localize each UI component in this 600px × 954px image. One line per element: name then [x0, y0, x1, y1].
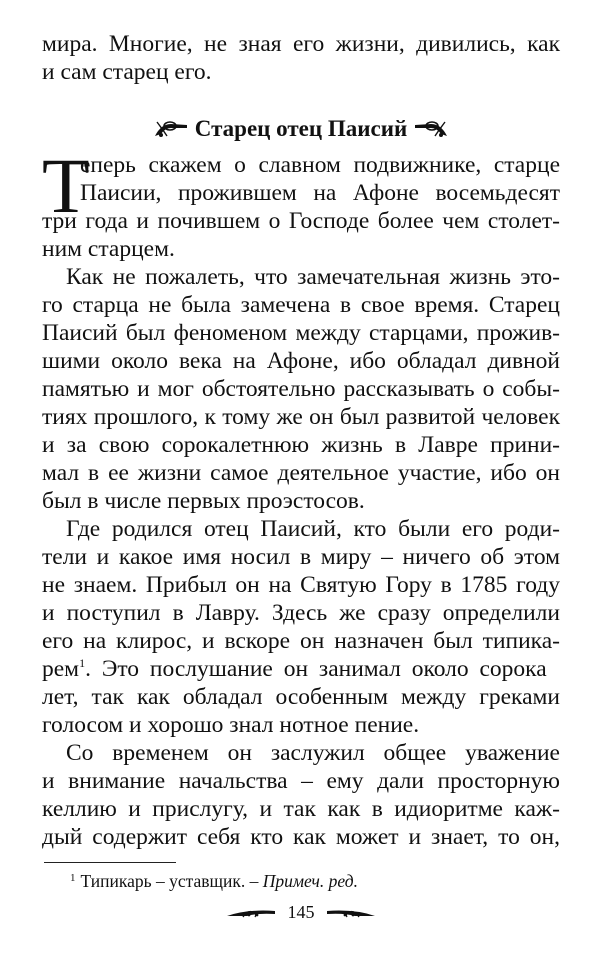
text-line: еперь скажем о славном подвижнике, старце — [80, 152, 560, 178]
text-line: тели и какое имя носил в миру – ничего об этом — [42, 544, 560, 570]
page-footer — [42, 900, 560, 926]
text-line: Со временем он заслужил общее уважение — [66, 740, 560, 766]
footnote-reference[interactable]: 1 — [79, 656, 86, 670]
text-line: и поступил в Лавру. Здесь же сразу определили — [42, 600, 560, 626]
text-line: Паисий был феноменом между старцами, прожив- — [42, 320, 560, 346]
text-line: и сам старец его. — [42, 59, 212, 85]
scroll-left-icon — [227, 902, 277, 926]
fleuron-left-icon — [153, 115, 189, 147]
footnote-italic: Примеч. ред. — [262, 871, 358, 891]
text-line: лет, так как обладал особенным между греками — [42, 684, 560, 710]
section-heading — [42, 113, 560, 147]
drop-cap: Т — [42, 142, 90, 229]
text-line: не знаем. Прибыл он на Святую Гору в 1785 году — [42, 572, 560, 598]
footnote-number: 1 — [70, 872, 76, 884]
text-line: шими около века на Афоне, ибо обладал дивной — [42, 348, 560, 374]
text-line: мал в ее жизни самое деятельное участие, ибо он — [42, 460, 560, 486]
text-line: келлию и прислугу, и так как в идиоритме каж- — [42, 796, 560, 822]
text-line: был в числе первых проэстосов. — [42, 488, 365, 514]
scroll-right-icon — [325, 902, 375, 926]
text-line: голосом и хорошо знал нотное пение. — [42, 712, 420, 738]
fleuron-right-icon — [413, 115, 449, 147]
footnote-text: Типикарь – уставщик. – — [80, 871, 263, 891]
text-line: ним старцем. — [42, 236, 175, 262]
text-line: и внимание начальства – ему дали просторную — [42, 768, 560, 794]
text-line: и за свою сорокалетнюю жизнь в Лавре прини- — [42, 432, 560, 458]
text-line: его на клирос, и вскоре он назначен был типика- — [42, 628, 560, 654]
text-line: го старца не была замечена в свое время. Старец — [42, 292, 560, 318]
text-line: Где родился отец Паисий, кто были его роди- — [66, 516, 560, 542]
text-line: дый содержит себя кто как может и знает, то он, — [42, 824, 560, 850]
text-line: Паисии, прожившем на Афоне восемьдесят — [80, 180, 560, 206]
footnote — [70, 866, 358, 893]
page-number: 145 — [287, 902, 315, 922]
text-line — [42, 655, 560, 683]
text-fragment: . Это послушание он занимал около сорока — [85, 656, 547, 682]
footnote-divider — [44, 862, 176, 863]
section-title: Старец отец Паисий — [194, 116, 408, 141]
text-line: памятью и мог обстоятельно рассказывать о собы- — [42, 376, 560, 402]
text-fragment: рем — [42, 656, 80, 682]
text-line: мира. Многие, не зная его жизни, дивились, как — [42, 31, 560, 57]
text-line: Как не пожалеть, что замечательная жизнь это- — [66, 264, 560, 290]
text-line: тиях прошлого, к тому же он был развитой человек — [42, 404, 560, 430]
text-line: три года и почившем о Господе более чем столет- — [42, 208, 560, 234]
